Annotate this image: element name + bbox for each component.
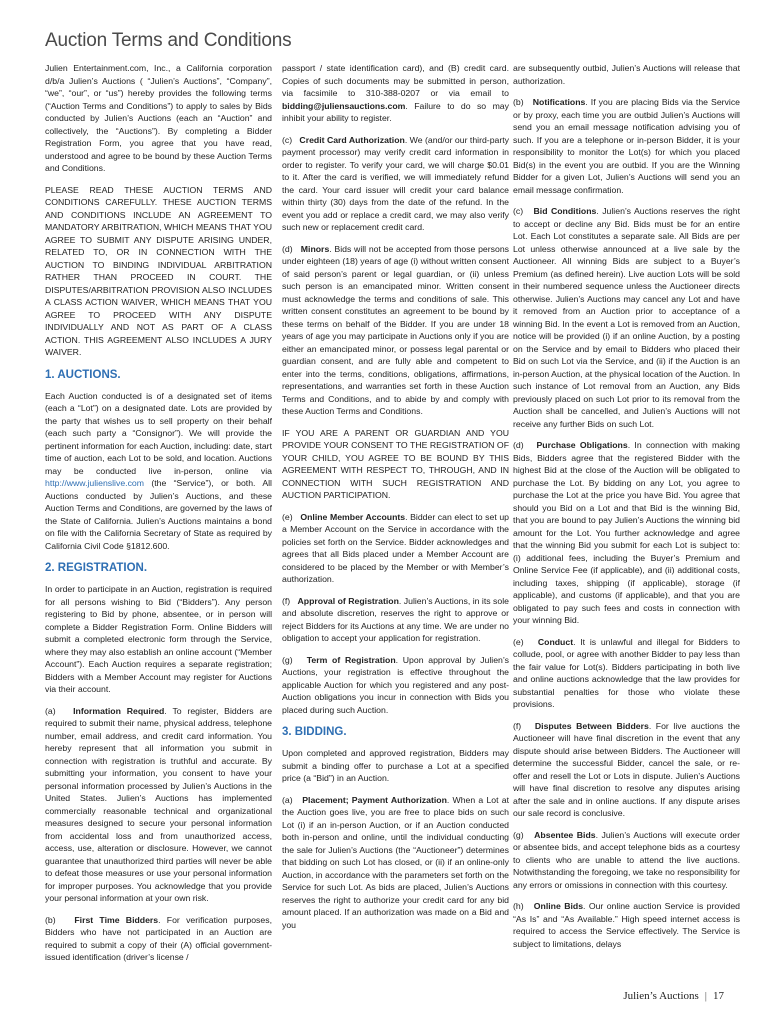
bid-conditions-heading: Bid Conditions: [533, 206, 597, 216]
bidding-paragraph: Upon completed and approved registration, Bidders may submit a binding offer to purchase a Lot at a specified price (a “Bid”) in an Auction.: [282, 748, 509, 783]
section-heading-auctions: 1. AUCTIONS.: [45, 368, 121, 381]
purchase-obligations-paragraph: (d) Purchase Obligations. In connection with making Bids, Bidders agree that the registered Bidder with the highest Bid at the close of the Auction will be obligated to purchase the Lot. By bidding on any Lot, you agree to purchase the Lot at the price you have Bid. You agree that should you Bid on a Lot and that Bid is the winning Bid, that you are bound to pay Julien’s Auctions the winning bid amount for the Lot. You further acknowledge and agree that the winning Bid you submit for each Lot is subject to: (i) additional fees, including the Buyer’s Premium and Online Service Fee (if applicable), and (ii) additional costs, including taxes, shipping (if applicable), storage (if applicable), and customs (if applicable), and that you are obligated to pay such fees and costs in connection with your winning Bid.: [513, 440, 740, 625]
approval-of-registration-heading: Approval of Registration: [297, 595, 399, 606]
online-member-accounts-heading: Online Member Accounts: [300, 511, 406, 522]
conduct-paragraph: (e) Conduct. It is unlawful and illegal for Bidders to collude, pool, or agree with another Bidder to pay less than the fair value for Lot(s). Bidders participating in both live and online auctions acknowledge that the law provides for substantial penalties for those who violate these provisions.: [513, 636, 740, 709]
bid-conditions-paragraph: (c) Bid Conditions. Julien’s Auctions reserves the right to accept or decline any Bid. Bids must be for an entire Lot. Each Lot constitutes a separate sale. All Bids are per Lot unless otherwise announced at a live sale by the Auctioneer. All winning Bids are subject to a Buyer’s Premium (as defined herein). Live auction Lots will be sold in their numbered sequence unless the Auctioneer directs otherwise. Julien’s Auctions may cancel any Lot and have it removed from an Auction prior to acceptance of a winning Bid. In the event a Lot is removed from an Auction, notice will be provided (i) if an online Auction, by a posting on the Service and by email to Bidders who placed their Bid on such Lot via the Service, and (ii) if the Auction is an in-person Auction, at the physical location of the Auction. In such instance of Lot removal from an Auction, any Bids previously placed on such Lot prior to its removal from the Auction shall be cancelled, and Julien’s Auctions will not receive any further Bids on such Lot.: [513, 206, 740, 429]
disputes-paragraph: (f) Disputes Between Bidders. For live auctions the Auctioneer will have final discretion in the event that any dispute should arise between Bidders. The Auctioneer will determine the successful Bidder, cancel the sale, or re-offer and resell the Lot or Lots in dispute. Julien’s Auctions will have final discretion to resolve any disputes arising after the sale and in online auctions. If any dispute arises our sale record is conclusive.: [513, 720, 740, 818]
minors-heading: Minors: [300, 243, 330, 254]
approval-of-registration-paragraph: (f) Approval of Registration. Julien’s Auctions, in its sole and absolute discretion, reserves the right to approve or reject Bidders for its Auctions at any time. We are under no obligation to accept your application for registration.: [282, 595, 509, 643]
bidding-email-link[interactable]: bidding@juliensauctions.com: [282, 100, 406, 111]
section-heading-registration: 2. REGISTRATION.: [45, 562, 148, 574]
documents-paragraph: passport / state identification card), and (B) credit card. Copies of such documents may be submitted in person, via facsimile to 310-388-0207 or via email to bidding@juliensauctions.com. Failure to do so may inhibit your ability to register.: [282, 63, 509, 123]
online-bids-paragraph: (h) Online Bids. Our online auction Service is provided “As Is” and “As Available.” High speed internet access is required to access the Service effectively. The Service is subject to limitations, delays: [513, 901, 740, 949]
column-3: [513, 62, 740, 972]
absentee-bids-paragraph: (g) Absentee Bids. Julien’s Auctions will execute order or absentee bids, and accept telephone bids as a courtesy to clients who are unable to attend the live auctions. Notwithstanding the foregoing, we take no responsibility for any errors or omissions in connection with this courtesy.: [513, 829, 740, 890]
disputes-heading: Disputes Between Bidders: [534, 720, 649, 731]
conduct-heading: Conduct: [537, 636, 574, 647]
registration-paragraph: In order to participate in an Auction, registration is required for all persons wishing to Bid (“Bidders”). Any person registering to Bid by phone, absentee, or in person will complete a Bidder Registration Form. Online Bidders will submit a completed electronic form through the Service, where they may also establish an online account (“Member Account”). Each Auction requires a separate registration; Bidders with a Member Account may register for Auctions via their account.: [45, 584, 272, 694]
information-required-paragraph: (a) Information Required. To register, Bidders are required to submit their name, physical address, telephone number, email address, and credit card information. You hereby represent that all information you submit in connection with registration is truthful and accurate. By submitting your information, you consent to have your personal information processed by Julien’s Auctions in the United States. Julien’s Auctions has implemented commercially reasonable technical and organizational measures designed to secure your personal information from accidental loss and from unauthorized access, access, use, alteration or disclosure. However, we cannot guarantee that unauthorized third parties will never be able to defeat those measures or use your personal information for improper purposes. You acknowledge that you provide your personal information at your own risk.: [45, 705, 272, 903]
online-member-accounts-paragraph: (e) Online Member Accounts. Bidder can elect to set up a Member Account on the Service in accordance with the policies set forth on the Service. Bidder acknowledges and agrees that all Bids placed under a Member Account are considered to be placed by the Member or with Member’s authorization.: [282, 511, 509, 584]
page-number: 17: [713, 990, 724, 1002]
parent-consent-notice: IF YOU ARE A PARENT OR GUARDIAN AND YOU PROVIDE YOUR CONSENT TO THE REGISTRATION OF YOUR CHILD, YOU AGREE TO BE BOUND BY THIS AGREEMENT WITH RESPECT TO, THROUGH, AND IN CONNECTION WITH SUCH REGISTRATION AND AUCTION PARTICIPATION.: [282, 427, 509, 500]
intro-paragraph: Julien Entertainment.com, Inc., a California corporation d/b/a Julien’s Auctions ( “Julien’s Auctions”, “Company”, “we”, “our”, or “us”) hereby provides the following terms (“Auction Terms and Conditions”) to apply to sales by Bids conducted by Julien’s Auctions (each an “Auction” and collectively, the “Auctions”). By completing a Bidder Registration Form, you agree that you have read, understood and agree to be bound by these Auction Terms and Conditions.: [45, 63, 272, 173]
online-bids-heading: Online Bids: [533, 901, 584, 911]
arbitration-notice: PLEASE READ THESE AUCTION TERMS AND CONDITIONS CAREFULLY. THESE AUCTION TERMS AND CONDITIONS INCLUDE AN AGREEMENT TO MANDATORY ARBITRATION, WHICH MEANS THAT YOU AGREE TO SUBMIT ANY DISPUTE ARISING UNDER, RELATED TO, OR IN CONNECTION WITH THE AUCTION TO BINDING INDIVIDUAL ARBITRATION RATHER THAN PROCEED IN COURT. THE DISPUTES/ARBITRATION PROVISION ALSO INCLUDES A CLASS ACTION WAIVER, WHICH MEANS THAT YOU AGREE TO PROCEED WITH ANY DISPUTE INDIVIDUALLY AND NOT AS PART OF A CLASS ACTION. THIS AGREEMENT ALSO INCLUDES A JURY WAIVER.: [45, 184, 272, 357]
term-of-registration-paragraph: (g) Term of Registration. Upon approval by Julien’s Auctions, your registration is effective throughout the applicable Auction for which you registered and any post-Auction obligations you incur in connection with Bids you placed during such Auction.: [282, 654, 509, 715]
column-2: [282, 62, 509, 972]
notifications-heading: Notifications: [532, 97, 586, 107]
first-time-bidders-heading: First Time Bidders: [74, 914, 159, 925]
credit-card-paragraph: (c) Credit Card Authorization. We (and/or our third-party payment processor) may verify credit card information in order to register. To verify your card, we will charge $0.01 to it. After the card is verified, we will immediately refund the card. Your card issuer will credit your card balance within thirty (30) days from the date of the refund. In the event you add or replace a credit card, we may also verify such new or replacement credit card.: [282, 134, 509, 232]
page-footer: [623, 990, 724, 1002]
footer-brand: Julien’s Auctions: [623, 990, 699, 1002]
first-time-bidders-paragraph: (b) First Time Bidders. For verification purposes, Bidders who have not participated in an Auction are required to submit a copy of their (A) official government-issued identification (driver’s license /: [45, 914, 272, 962]
footer-separator: |: [704, 990, 707, 1002]
absentee-bids-heading: Absentee Bids: [534, 829, 596, 840]
placement-heading: Placement; Payment Authorization: [302, 794, 447, 805]
placement-paragraph: (a) Placement; Payment Authorization. When a Lot at the Auction goes live, you are free to place bids on such Lot (i) if an in-person Auction, or if an Auction conducted both in-person and online, until the individual conducting the sale for Julien’s Auctions (the “Auctioneer”) determines that bidding on such Lot has closed, or (ii) if an online-only Auction, in accordance with the parameters set forth on the Service for such Lot. As bids are placed, Julien’s Auctions reserves the right to authorize your credit card for any bid amount placed. If an authorization was made on a Bid and you: [282, 794, 509, 930]
minors-paragraph: (d) Minors. Bids will not be accepted from those persons under eighteen (18) years of age (i) without written consent of said person’s parent or legal guardian, or (ii) unless such person is an emancipated minor. Written consent must acknowledge the terms and conditions of sale. This written consent constitutes an agreement to be bound by these terms on behalf of the Bidder. If you are under 18 years of age you may participate in Auctions only if you are either an emancipated minor, or possess legal parental or guardian consent, and are fully able and competent to enter into the terms, conditions, obligations, affirmations, representations, and warranties set forth in these Auction Terms and Conditions, and to abide by and comply with these Auction Terms and Conditions.: [282, 243, 509, 416]
page-title: Auction Terms and Conditions: [45, 30, 292, 51]
credit-card-heading: Credit Card Authorization: [299, 134, 405, 145]
julienslive-link[interactable]: http://www.julienslive.com: [45, 478, 144, 488]
term-of-registration-heading: Term of Registration: [306, 654, 396, 665]
column-1: [45, 62, 272, 972]
information-required-heading: Information Required: [73, 705, 165, 716]
auctions-paragraph: Each Auction conducted is of a designated set of items (each a “Lot”) on a designated date. Lots are provided by the party that wishes us to sell property on their behalf (each such party a “Consignor”). We will provide the pertinent information for each Auction, including: date, start time of auction, each Lot to be sold, and location. Auctions may be conducted live in-person, online via http://www.julienslive.com (the “Service”), or both. All Auctions conducted by Julien’s Auctions, and these Auction Terms and Conditions, are governed by the laws of the State of California. Julien’s Auctions maintains a bond on file with the California Secretary of State as required by California Civil Code §1812.600.: [45, 390, 272, 551]
outbid-paragraph: are subsequently outbid, Julien’s Auctions will release that authorization.: [513, 63, 740, 86]
purchase-obligations-heading: Purchase Obligations: [536, 440, 628, 450]
section-heading-bidding: 3. BIDDING.: [282, 726, 347, 738]
notifications-paragraph: (b) Notifications. If you are placing Bids via the Service or by proxy, each time you are outbid Julien’s Auctions will send you an email message notification advising you of such. If you are a telephone or in-person Bidder, it is your responsibility to monitor the Lot(s) for which you placed Bid(s) in the event you are outbid. If you are the Winning Bidder for a given Lot, Julien’s Auctions will send you an email message confirmation.: [513, 97, 740, 195]
